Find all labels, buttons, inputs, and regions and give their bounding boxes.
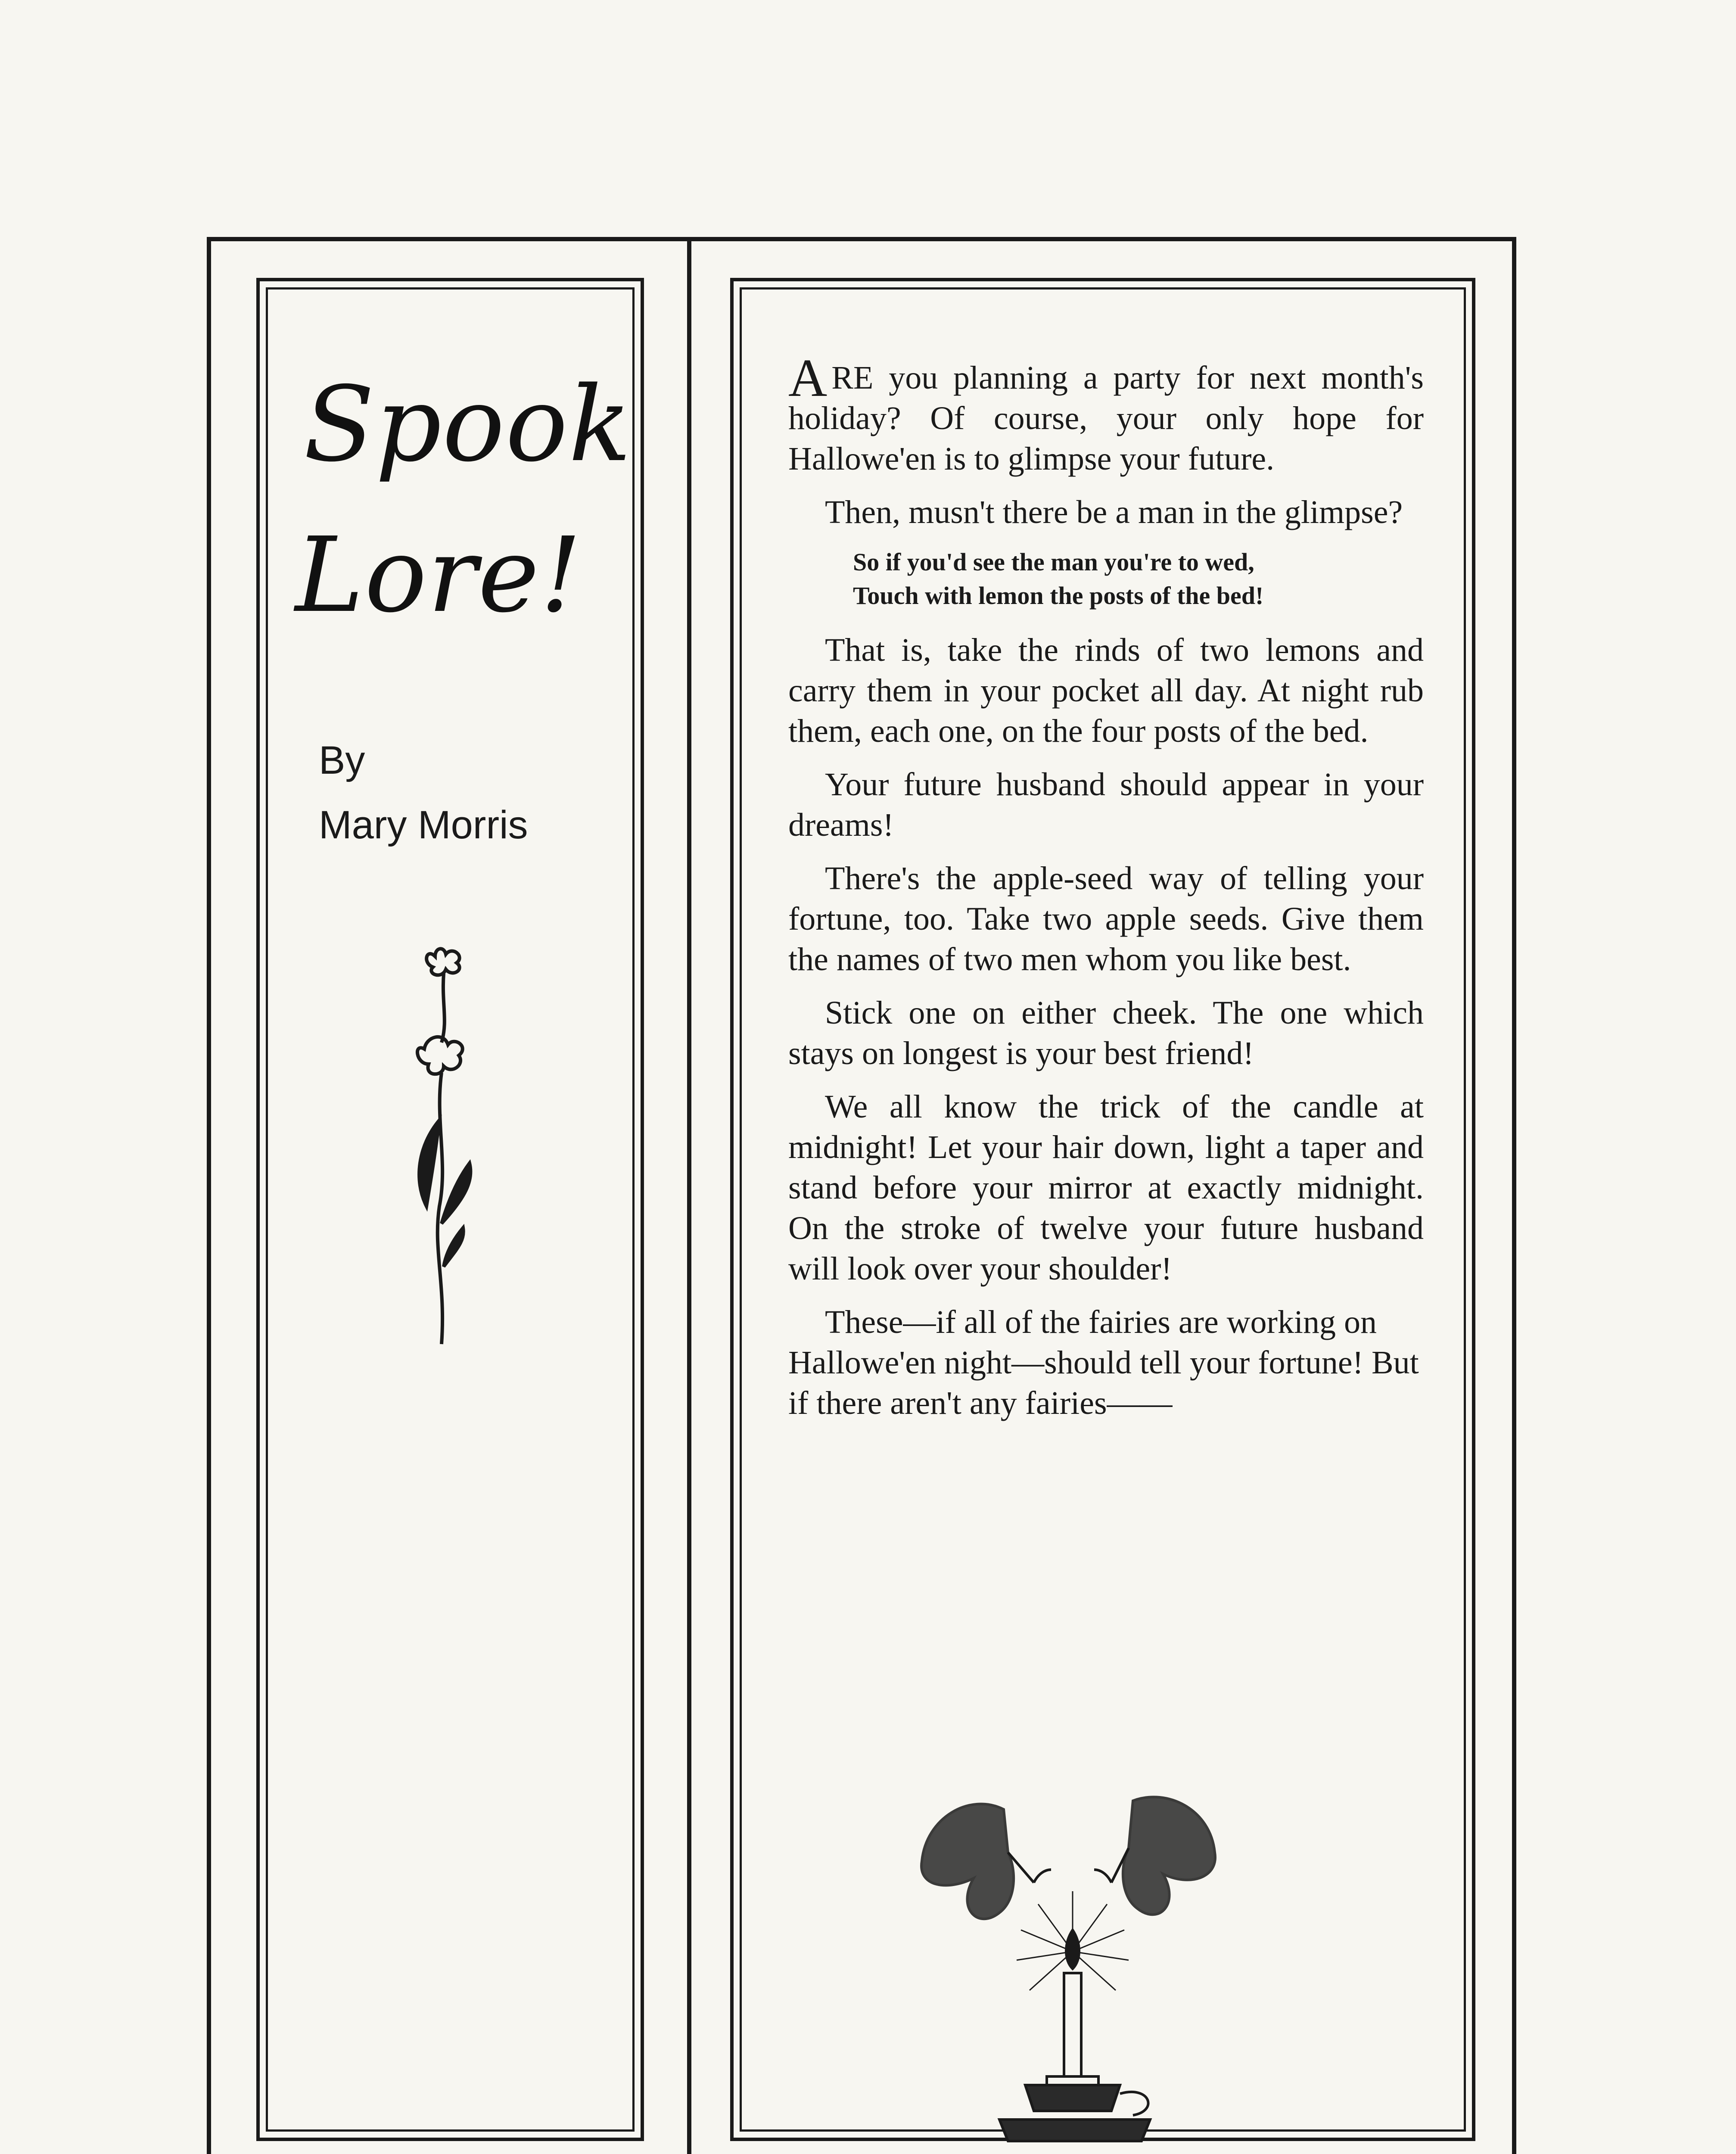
butterflies-candle-illustration: [909, 1784, 1245, 2154]
byline-by: By: [319, 738, 365, 782]
verse-line-1: So if you'd see the man you're to wed,: [853, 548, 1254, 576]
verse-line-2: Touch with lemon the posts of the bed!: [853, 582, 1264, 610]
paragraph-3: That is, take the rinds of two lemons and carry them in your pocket all day. At night rub them, each one, on the four posts of the bed.: [788, 632, 1424, 749]
paragraph-5: There's the apple-seed way of telling your fortune, too. Take two apple seeds. Give them the names of two men whom you like best.: [788, 860, 1424, 977]
paragraph-4: Your future husband should appear in your dreams!: [788, 766, 1424, 843]
title-line-2: Lore!: [295, 515, 583, 635]
verse: [853, 545, 1424, 613]
paragraph-1: ARE you planning a party for next month's holiday? Of course, your only hope for Hallowe'en is to glimpse your future.: [788, 349, 1424, 477]
flower-illustration: [401, 939, 487, 1355]
paragraph-8: These—if all of the fairies are working on Hallowe'en night—should tell your fortune! But if there aren't any fairies——: [788, 1304, 1419, 1421]
byline: [319, 728, 528, 857]
drop-cap: A: [788, 349, 828, 408]
title-line-1: Spook: [304, 364, 632, 485]
paragraph-6: Stick one on either cheek. The one which stays on longest is your best friend!: [788, 995, 1424, 1071]
article-body: [788, 349, 1424, 1436]
paragraph-7: We all know the trick of the candle at midnight! Let your hair down, light a taper and stand before your mirror at exactly midnight. On the stroke of twelve your future husband will look over your shoulder!: [788, 1089, 1424, 1287]
paragraph-2: Then, musn't there be a man in the glimpse?: [825, 494, 1403, 530]
article-title: [295, 349, 632, 651]
column-divider: [687, 237, 691, 2154]
byline-author: Mary Morris: [319, 803, 528, 847]
